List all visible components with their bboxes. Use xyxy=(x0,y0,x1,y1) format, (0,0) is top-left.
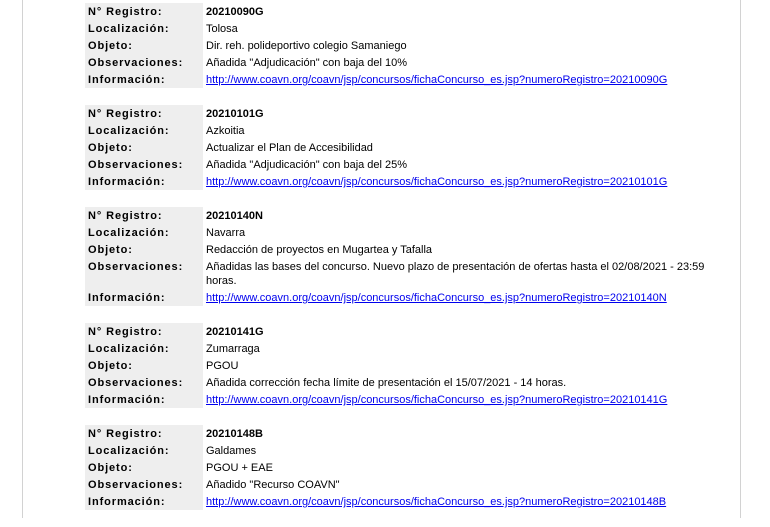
row-objeto xyxy=(85,139,705,156)
label-observaciones: Observaciones: xyxy=(85,258,203,289)
value-registro: 20210148B xyxy=(206,428,263,440)
row-observaciones xyxy=(85,374,705,391)
value-registro: 20210090G xyxy=(206,6,264,18)
value-registro: 20210101G xyxy=(206,108,264,120)
label-observaciones: Observaciones: xyxy=(85,476,203,493)
row-localizacion xyxy=(85,340,705,357)
row-registro xyxy=(85,207,705,224)
label-observaciones: Observaciones: xyxy=(85,156,203,173)
label-informacion: Información: xyxy=(85,493,203,510)
label-localizacion: Localización: xyxy=(85,224,203,241)
row-registro xyxy=(85,425,705,442)
value-objeto: Dir. reh. polideportivo colegio Samaniego xyxy=(206,40,407,52)
label-objeto: Objeto: xyxy=(85,459,203,476)
value-localizacion: Galdames xyxy=(206,445,257,457)
records-list xyxy=(85,3,705,527)
label-objeto: Objeto: xyxy=(85,139,203,156)
ficha-concurso-link[interactable]: http://www.coavn.org/coavn/jsp/concursos/fichaConcurso_es.jsp?numeroRegistro=20210140N xyxy=(206,292,667,304)
label-observaciones: Observaciones: xyxy=(85,54,203,71)
label-registro: N° Registro: xyxy=(85,3,203,20)
label-registro: N° Registro: xyxy=(85,105,203,122)
label-objeto: Objeto: xyxy=(85,357,203,374)
row-registro xyxy=(85,323,705,340)
row-informacion xyxy=(85,493,705,510)
row-objeto xyxy=(85,357,705,374)
row-informacion xyxy=(85,71,705,88)
record-20210148B xyxy=(85,425,705,510)
row-observaciones xyxy=(85,258,705,289)
row-localizacion xyxy=(85,224,705,241)
row-informacion xyxy=(85,391,705,408)
value-localizacion: Azkoitia xyxy=(206,125,245,137)
label-observaciones: Observaciones: xyxy=(85,374,203,391)
label-informacion: Información: xyxy=(85,391,203,408)
ficha-concurso-link[interactable]: http://www.coavn.org/coavn/jsp/concursos/fichaConcurso_es.jsp?numeroRegistro=20210148B xyxy=(206,496,667,508)
row-observaciones xyxy=(85,54,705,71)
row-registro xyxy=(85,3,705,20)
row-objeto xyxy=(85,241,705,258)
value-informacion xyxy=(203,391,705,408)
value-observaciones: Añadida "Adjudicación" con baja del 10% xyxy=(206,57,408,69)
value-registro: 20210140N xyxy=(206,210,263,222)
value-objeto: PGOU xyxy=(206,360,239,372)
label-localizacion: Localización: xyxy=(85,442,203,459)
row-informacion xyxy=(85,173,705,190)
record-20210140N xyxy=(85,207,705,306)
row-observaciones xyxy=(85,476,705,493)
value-observaciones: Añadida corrección fecha límite de presentación el 15/07/2021 - 14 horas. xyxy=(206,377,567,389)
row-objeto xyxy=(85,37,705,54)
ficha-concurso-link[interactable]: http://www.coavn.org/coavn/jsp/concursos/fichaConcurso_es.jsp?numeroRegistro=20210090G xyxy=(206,74,668,86)
label-localizacion: Localización: xyxy=(85,122,203,139)
label-informacion: Información: xyxy=(85,71,203,88)
row-localizacion xyxy=(85,20,705,37)
ficha-concurso-link[interactable]: http://www.coavn.org/coavn/jsp/concursos/fichaConcurso_es.jsp?numeroRegistro=20210101G xyxy=(206,176,668,188)
row-observaciones xyxy=(85,156,705,173)
value-informacion xyxy=(203,71,705,88)
value-observaciones: Añadido "Recurso COAVN" xyxy=(206,479,340,491)
record-20210101G xyxy=(85,105,705,190)
row-registro xyxy=(85,105,705,122)
label-objeto: Objeto: xyxy=(85,37,203,54)
record-20210090G xyxy=(85,3,705,88)
row-localizacion xyxy=(85,122,705,139)
row-localizacion xyxy=(85,442,705,459)
value-objeto: Redacción de proyectos en Mugartea y Tafalla xyxy=(206,244,433,256)
value-informacion xyxy=(203,173,705,190)
row-informacion xyxy=(85,289,705,306)
row-objeto xyxy=(85,459,705,476)
value-informacion xyxy=(203,493,705,510)
label-localizacion: Localización: xyxy=(85,20,203,37)
label-registro: N° Registro: xyxy=(85,207,203,224)
record-20210141G xyxy=(85,323,705,408)
value-observaciones: Añadidas las bases del concurso. Nuevo plazo de presentación de ofertas hasta el 02/08/2021 - 23:59 horas. xyxy=(206,261,705,287)
value-registro: 20210141G xyxy=(206,326,264,338)
label-registro: N° Registro: xyxy=(85,425,203,442)
ficha-concurso-link[interactable]: http://www.coavn.org/coavn/jsp/concursos/fichaConcurso_es.jsp?numeroRegistro=20210141G xyxy=(206,394,668,406)
label-registro: N° Registro: xyxy=(85,323,203,340)
value-observaciones: Añadida "Adjudicación" con baja del 25% xyxy=(206,159,408,171)
label-informacion: Información: xyxy=(85,289,203,306)
value-informacion xyxy=(203,289,705,306)
label-localizacion: Localización: xyxy=(85,340,203,357)
label-objeto: Objeto: xyxy=(85,241,203,258)
label-informacion: Información: xyxy=(85,173,203,190)
value-localizacion: Navarra xyxy=(206,227,246,239)
value-localizacion: Zumarraga xyxy=(206,343,260,355)
value-objeto: PGOU + EAE xyxy=(206,462,273,474)
value-objeto: Actualizar el Plan de Accesibilidad xyxy=(206,142,373,154)
value-localizacion: Tolosa xyxy=(206,23,238,35)
